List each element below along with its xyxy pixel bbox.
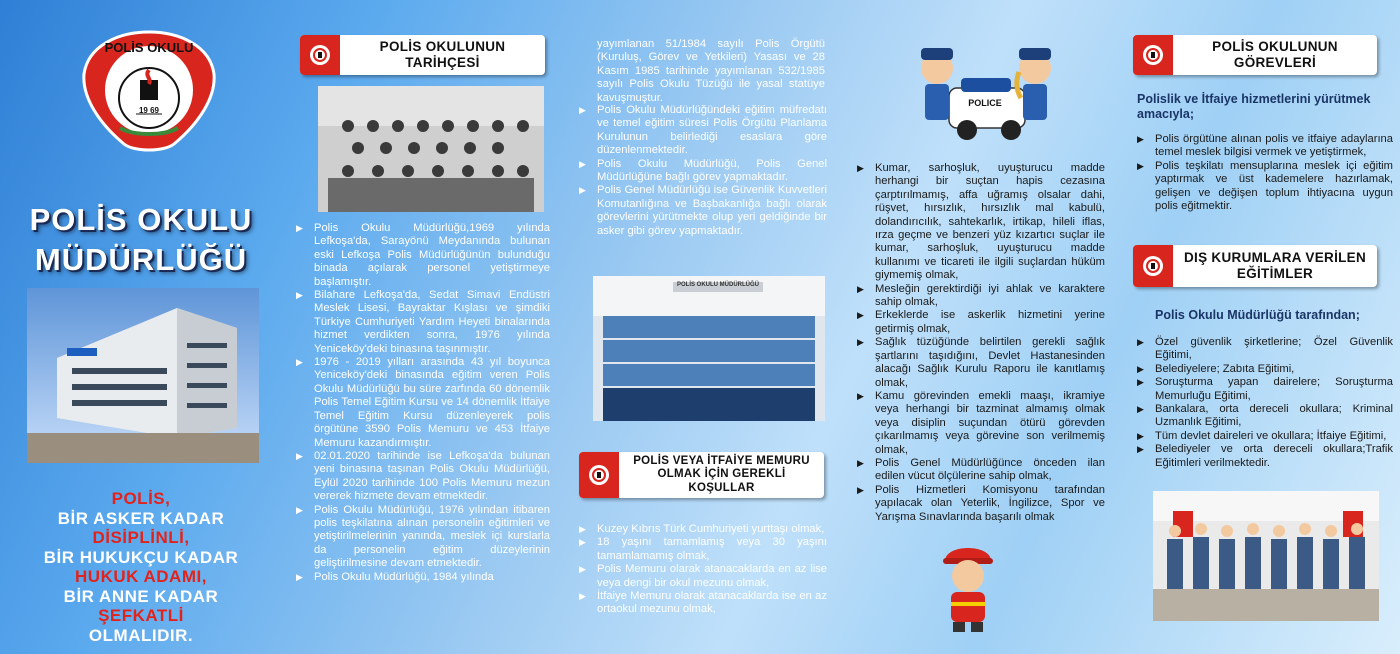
list-item: ▶ Polis Okulu Müdürlüğü, 1976 yılından itibaren polis teşkilatına alınan personelin eğitimleri ve yetiştirilmelerinin yanında, meslek içi kurslarla da personelin eğitim düzeylerinin geliştirilmesine devam etmektedir. — [296, 504, 550, 571]
list-item: ▶ Kumar, sarhoşluk, uyuşturucu madde herhangi bir suçtan hapis cezasına çarptırılmamış, affa uğramış olsalar dahi, rüşvet, hırsızlık, hırsızlık mal kabulü, dolandırıcılık, sahtekarlık, irtikap, hileli iflas, ırza geçme ve benzeri yüz kızartıcı suçlar ile kumar, sarhoşluk, uyuşturucu madde kullanımı ve ticareti ile ilgili suçlardan hüküm giymemiş olmak, — [857, 162, 1105, 283]
list-item: ▶ Mesleğin gerektirdiği iyi ahlak ve karaktere sahip olmak, — [857, 283, 1105, 310]
requirements-header — [579, 452, 824, 498]
motto-line-4: BİR HUKUKÇU KADAR — [43, 547, 239, 567]
list-item: ▶ Polis Okulu Müdürlüğü,1969 yılında Lefkoşa'da, Sarayönü Meydanında bulunan eski Lefkoşa Polis Müdürlüğünün bulunduğu binada açılarak personel yetiştirmeye başlamıştır. — [296, 222, 550, 289]
list-item: ▶ Özel güvenlik şirketlerine; Özel Güvenlik Eğitimi, — [1137, 336, 1393, 363]
external-training-intro: Polis Okulu Müdürlüğü tarafından; — [1155, 308, 1360, 322]
list-item: ▶ Polis Okulu Müdürlüğündeki eğitim müfredatı ve temel eğitim süresi Polis Örgütü Planlama Kurulunun belirlediği esaslara göre düzenlenmektedir. — [579, 104, 827, 158]
police-badge-icon — [300, 35, 340, 75]
cover-title-line2: MÜDÜRLÜĞÜ — [34, 242, 248, 277]
list-item: ▶ İtfaiye Memuru olarak atanacaklarda ise en az ortaokul mezunu olmak, — [579, 590, 827, 617]
requirements-title: POLİS VEYA İTFAİYE MEMURU OLMAK İÇİN GEREKLİ KOŞULLAR — [633, 454, 810, 494]
training-group-photo — [1153, 491, 1379, 621]
duties-list — [1137, 133, 1393, 213]
graduates-photo — [593, 276, 825, 421]
list-item: ▶ 18 yaşını tamamlamış veya 30 yaşını tamamlamamış olmak, — [579, 536, 827, 563]
list-item: ▶ Sağlık tüzüğünde belirtilen gerekli sağlık şartlarını taşıdığını, Devlet Hastanesinden alacağı Sağlık Kurulu Raporu ile kanıtlamış olmak, — [857, 336, 1105, 390]
list-item: ▶ 02.01.2020 tarihinde ise Lefkoşa'da bulunan yeni binasına taşınan Polis Okulu Müdürlüğü, Eylül 2020 tarihinde 100 Polis Memuru mezun vererek hizmete devam etmektedir. — [296, 450, 550, 504]
list-item: ▶ Polis Genel Müdürlüğünce önceden ilan edilen vücut ölçülerine sahip olmak, — [857, 457, 1105, 484]
motto-line-5: HUKUK ADAMI, — [75, 567, 207, 586]
motto-line-3: DİSİPLİNLİ, — [92, 528, 190, 547]
list-item: ▶ Polis Hizmetleri Komisyonu tarafından yapılacak olan Yeterlik, İngilizce, Spor ve Yarışma Sınavlarında başarılı olmak — [857, 484, 1105, 524]
history-list-2 — [579, 104, 827, 238]
logo-year: 19 69 — [138, 106, 160, 115]
list-item: ▶ Bankalara, orta dereceli okullara; Kriminal Uzmanlık Eğitimi, — [1137, 403, 1393, 430]
police-car-label: POLICE — [968, 98, 1002, 108]
duties-panel — [1117, 0, 1400, 654]
list-item: ▶ Polis Okulu Müdürlüğü, Polis Genel Müdürlüğüne bağlı görev yapmaktadır. — [579, 158, 827, 185]
requirements-list-continued — [857, 162, 1105, 524]
history-continuation: yayımlanan 51/1984 sayılı Polis Örgütü (Kuruluş, Görev ve Yetkileri) Yasası ve 28 Kasım 1985 tarihinde yayımlanan 532/1985 sayılı Polis Okulu Tüzüğü ile yasal statüye kavuşmuştur. — [597, 38, 825, 104]
firefighter-kid-illustration — [935, 538, 1001, 634]
police-kids-illustration — [911, 38, 1061, 142]
list-item: ▶ Belediyeler ve orta dereceli okullara;Trafik Eğitimleri verilmektedir. — [1137, 443, 1393, 470]
history-continued-panel — [565, 0, 843, 654]
cover-motto — [0, 489, 282, 645]
list-item: ▶ Soruşturma yapan dairelere; Soruşturma Memurluğu Eğitimi, — [1137, 376, 1393, 403]
list-item: ▶ Tüm devlet daireleri ve okullara; İtfaiye Eğitimi, — [1137, 430, 1393, 443]
list-item: ▶ Kuzey Kıbrıs Türk Cumhuriyeti yurttaşı olmak, — [579, 523, 827, 536]
list-item: ▶ 1976 - 2019 yılları arasında 43 yıl boyunca Yeniceköy'deki binasında eğitim veren Polis Okulu Müdürlüğü bu süre zarfında 60 dönemlik Polis Temel Eğitim Kursu ve 14 dönemlik İtfaiye Temel Eğitim Kursu düzenleyerek polis örgütüne 3590 Polis Memuru ve 453 İtfaiye Memuru kazandırmıştır. — [296, 356, 550, 450]
external-training-header — [1133, 245, 1377, 287]
police-badge-icon — [1133, 35, 1173, 75]
history-header — [300, 35, 545, 75]
history-list — [296, 222, 550, 584]
school-building-photo — [27, 288, 259, 463]
motto-line-7: ŞEFKATLİ — [98, 606, 184, 625]
list-item: ▶ Polis örgütüne alınan polis ve itfaiye adaylarına temel meslek bilgisi vermek ve yetiştirmek, — [1137, 133, 1393, 160]
list-item: ▶ Polis teşkilatı mensuplarına meslek içi eğitim yaptırmak ve üst kademelere hazırlamak, gelişen ve değişen toplum ihtiyacına uygun polis eğitmektir. — [1137, 160, 1393, 214]
motto-line-8: OLMALIDIR. — [88, 625, 194, 645]
duties-intro: Polislik ve İtfaiye hizmetlerini yürütmek amacıyla; — [1137, 92, 1371, 121]
list-item: ▶ Polis Memuru olarak atanacaklarda en az lise veya dengi bir okul mezunu olmak, — [579, 563, 827, 590]
list-item: ▶ Polis Genel Müdürlüğü ise Güvenlik Kuvvetleri Komutanlığına ve Başbakanlığa bağlı olarak görevlerini yürütmekte olup yeri geldiğinde bir asker gibi görev yapmaktadır. — [579, 184, 827, 238]
logo-text: POLİS OKULU — [104, 40, 194, 55]
requirements-list — [579, 523, 827, 617]
motto-line-6: BİR ANNE KADAR — [63, 586, 219, 606]
requirements-continued-panel — [843, 0, 1117, 654]
list-item: ▶ Kamu görevinden emekli maaşı, ikramiye veya herhangi bir tazminat almamış olmak veya disiplin suçundan ötürü görevden çıkarılmamış veya görevine son verilmemiş olmak, — [857, 390, 1105, 457]
duties-title: POLİS OKULUNUN GÖREVLERİ — [1212, 39, 1338, 70]
historic-group-photo — [318, 86, 544, 212]
history-title: POLİS OKULUNUN TARİHÇESİ — [379, 39, 506, 70]
cover-panel — [0, 0, 282, 654]
police-badge-icon — [1133, 245, 1173, 287]
external-training-title: DIŞ KURUMLARA VERİLEN EĞİTİMLER — [1183, 250, 1367, 281]
motto-line-2: BİR ASKER KADAR — [57, 508, 225, 528]
building-sign: POLİS OKULU MÜDÜRLÜĞÜ — [677, 282, 759, 288]
motto-line-1: POLİS, — [111, 489, 171, 508]
list-item: ▶ Bilahare Lefkoşa'da, Sedat Simavi Endüstri Meslek Lisesi, Bayraktar Kışlası ve şimdiki Türkiye Cumhuriyeti Yardım Heyeti binalarında hizmet verdikten sonra, 1976 yılında Yeniceköy'deki binasına taşınmıştır. — [296, 289, 550, 356]
duties-header — [1133, 35, 1377, 75]
history-panel — [282, 0, 565, 654]
cover-title-line1: POLİS OKULU — [29, 202, 253, 237]
list-item: ▶ Polis Okulu Müdürlüğü, 1984 yılında — [296, 571, 550, 584]
list-item: ▶ Belediyelere; Zabıta Eğitimi, — [1137, 363, 1393, 376]
police-badge-icon — [579, 452, 619, 498]
external-training-list — [1137, 336, 1393, 470]
list-item: ▶ Erkeklerde ise askerlik hizmetini yerine getirmiş olmak, — [857, 309, 1105, 336]
